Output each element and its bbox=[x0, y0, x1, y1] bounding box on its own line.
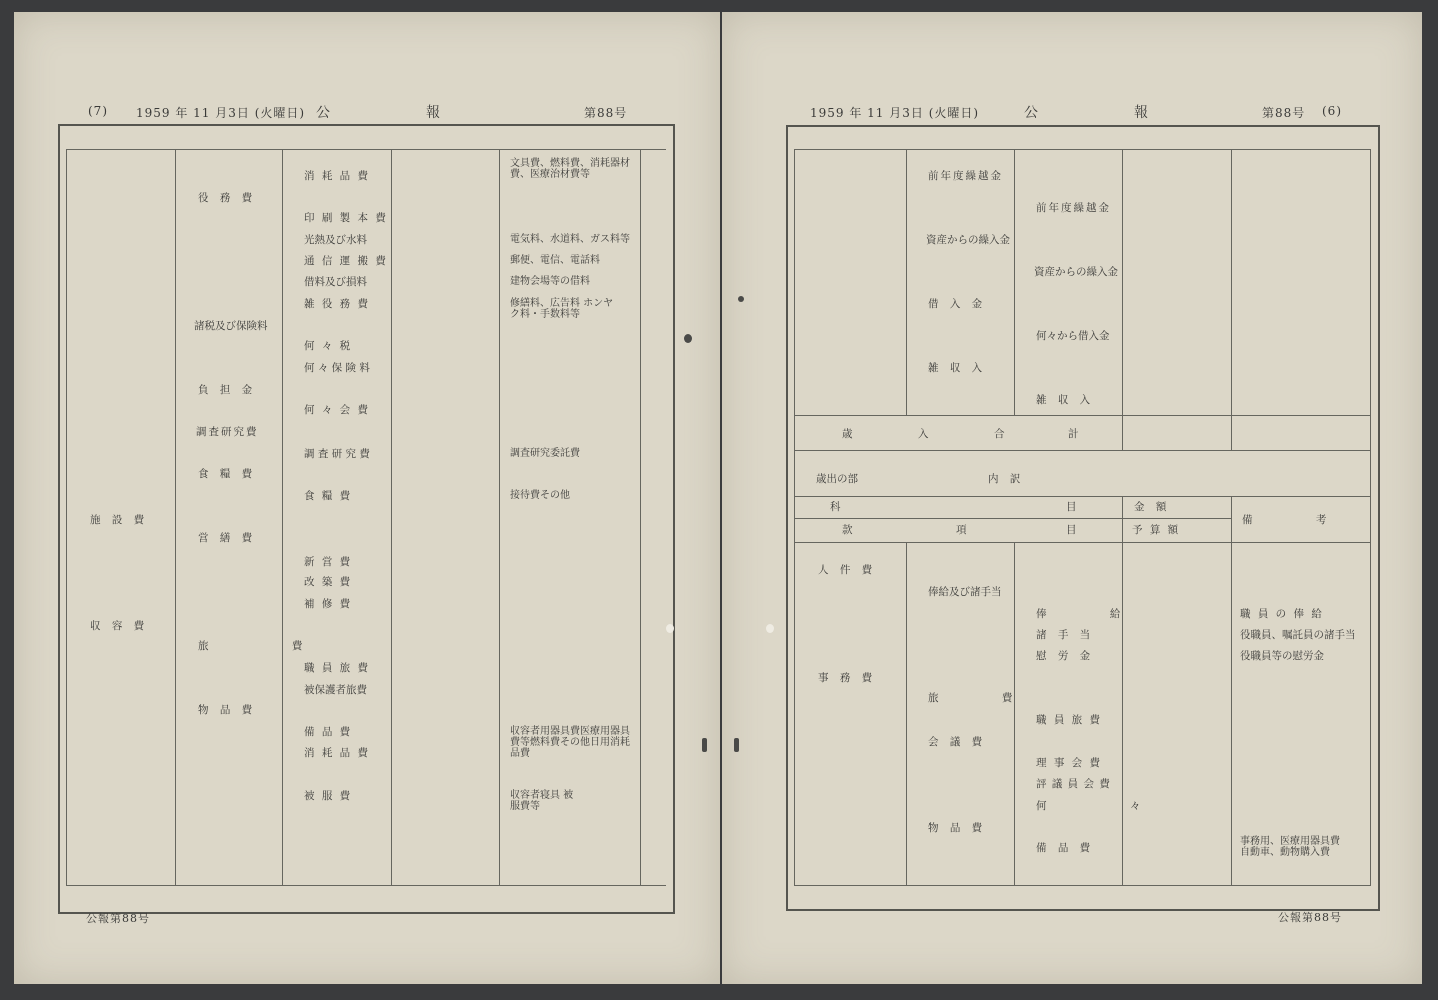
col3-item: 光熱及び水料 bbox=[304, 234, 367, 246]
moku-item: 諸 手 当 bbox=[1036, 629, 1095, 641]
left-header-title-b: 報 bbox=[426, 105, 441, 121]
income-moku: 雑 収 入 bbox=[1036, 394, 1095, 406]
binding-hole bbox=[702, 738, 707, 752]
income-moku: 資産からの繰入金 bbox=[1034, 266, 1118, 278]
kou-item: 会 議 費 bbox=[928, 736, 987, 748]
income-moku: 何々から借入金 bbox=[1036, 330, 1110, 342]
note: 建物会場等の借料 bbox=[510, 276, 590, 287]
left-header-page: (7) bbox=[88, 104, 108, 118]
income-kou: 資産からの繰入金 bbox=[926, 234, 1010, 246]
income-total-char: 歳 bbox=[842, 428, 853, 440]
bikou-item: 役職員、嘱託員の諸手当 bbox=[1240, 629, 1356, 641]
note: 電気料、水道料、ガス料等 bbox=[510, 234, 630, 245]
col3-item: 食 糧 費 bbox=[304, 490, 353, 502]
col3-item: 借料及び損料 bbox=[304, 276, 367, 288]
col1-item: 収 容 費 bbox=[90, 620, 149, 632]
head-yosan: 予 算 額 bbox=[1132, 524, 1181, 536]
col3-item: 何 々 税 bbox=[304, 340, 353, 352]
moku-item: 備 品 費 bbox=[1036, 842, 1095, 854]
col2-item: 旅 費 bbox=[198, 640, 343, 652]
bikou-item: 役職員等の慰労金 bbox=[1240, 650, 1324, 662]
binding-hole bbox=[738, 296, 744, 302]
moku-item: 理 事 会 費 bbox=[1036, 757, 1103, 769]
col3-item: 調 査 研 究 費 bbox=[304, 448, 370, 460]
col1-item: 施 設 費 bbox=[90, 514, 149, 526]
col2-item: 調査研究費 bbox=[196, 426, 259, 438]
head-kingaku: 金 額 bbox=[1134, 501, 1171, 513]
head-moku: 目 bbox=[1066, 501, 1077, 513]
head-kamoku: 科 bbox=[830, 501, 841, 513]
col3-item: 被 服 費 bbox=[304, 790, 353, 802]
left-bottom-rule bbox=[66, 885, 666, 886]
moku-item: 職 員 旅 費 bbox=[1036, 714, 1103, 726]
head-moku2: 目 bbox=[1066, 524, 1077, 536]
moku-item: 評 議 員 会 費 bbox=[1036, 778, 1111, 790]
income-total-char: 入 bbox=[918, 428, 929, 440]
right-header-title-a: 公 bbox=[1024, 105, 1039, 121]
kan-item: 人 件 費 bbox=[818, 564, 877, 576]
moku-item: 慰 労 金 bbox=[1036, 650, 1095, 662]
col3-item: 職 員 旅 費 bbox=[304, 662, 371, 674]
col3-item: 備 品 費 bbox=[304, 726, 353, 738]
head-kou: 項 bbox=[956, 524, 967, 536]
left-top-rule bbox=[66, 149, 666, 150]
col3-item: 新 営 費 bbox=[304, 556, 353, 568]
right-page bbox=[722, 12, 1422, 984]
right-header-date: 1959 年 11 月3日 (火曜日) bbox=[810, 106, 980, 120]
note: 収容者寝具 被服費等 bbox=[510, 790, 574, 812]
right-header-page: (6) bbox=[1322, 104, 1342, 118]
left-header-date: 1959 年 11 月3日 (火曜日) bbox=[136, 106, 306, 120]
income-total-char: 合 bbox=[994, 428, 1005, 440]
col3-item: 通 信 運 搬 費 bbox=[304, 255, 388, 267]
col3-item: 補 修 費 bbox=[304, 598, 353, 610]
col2-item: 諸税及び保険料 bbox=[194, 320, 268, 332]
col3-item: 被保護者旅費 bbox=[304, 684, 367, 696]
right-header-title-b: 報 bbox=[1134, 105, 1149, 121]
bikou-item: 職 員 の 俸 給 bbox=[1240, 608, 1324, 620]
expense-sub: 内 訳 bbox=[988, 473, 1025, 485]
income-moku: 前年度繰越金 bbox=[1036, 202, 1111, 214]
col2-item: 負 担 金 bbox=[198, 384, 257, 396]
left-header-issue: 第88号 bbox=[584, 106, 628, 120]
moku-item: 俸 給 bbox=[1036, 608, 1151, 620]
binding-hole bbox=[684, 334, 692, 343]
col3-item: 雑 役 務 費 bbox=[304, 298, 371, 310]
col3-item: 何 々 保 険 料 bbox=[304, 362, 370, 374]
note: 調査研究委託費 bbox=[510, 448, 580, 459]
col3-item: 改 築 費 bbox=[304, 576, 353, 588]
col2-item: 食 糧 費 bbox=[198, 468, 257, 480]
col3-item: 印 刷 製 本 費 bbox=[304, 212, 388, 224]
kan-item: 事 務 費 bbox=[818, 672, 877, 684]
bikou-item: 事務用、医療用器具費 自動車、動物購入費 bbox=[1240, 836, 1340, 858]
col3-item: 消 耗 品 費 bbox=[304, 170, 371, 182]
note: 修繕料、広告料 ホンヤク料・手数料等 bbox=[510, 298, 614, 320]
binding-hole bbox=[766, 624, 774, 633]
binding-hole bbox=[734, 738, 739, 752]
col2-item: 物 品 費 bbox=[198, 704, 257, 716]
left-header-title-a: 公 bbox=[316, 105, 331, 121]
col3-item: 何 々 会 費 bbox=[304, 404, 371, 416]
col2-item: 営 繕 費 bbox=[198, 532, 257, 544]
note: 収容者用器具費医療用器具費等燃料費その他日用消耗品費 bbox=[510, 726, 630, 759]
right-footer: 公報第88号 bbox=[1278, 911, 1342, 924]
col3-item: 消 耗 品 費 bbox=[304, 747, 371, 759]
income-total-char: 計 bbox=[1068, 428, 1079, 440]
head-bikou: 備 考 bbox=[1242, 514, 1357, 526]
income-kou: 雑 収 入 bbox=[928, 362, 987, 374]
kou-item: 俸給及び諸手当 bbox=[928, 586, 1002, 598]
col2-item: 役 務 費 bbox=[198, 192, 257, 204]
note: 接待費その他 bbox=[510, 490, 570, 501]
note: 郵便、電信、電話料 bbox=[510, 255, 600, 266]
left-page bbox=[14, 12, 720, 984]
note: 文具費、燃料費、消耗器材費、医療治材費等 bbox=[510, 158, 630, 180]
income-kou: 借 入 金 bbox=[928, 298, 987, 310]
moku-item: 何 々 bbox=[1036, 800, 1181, 812]
income-kou: 前年度繰越金 bbox=[928, 170, 1003, 182]
right-header-issue: 第88号 bbox=[1262, 106, 1306, 120]
expense-title: 歳出の部 bbox=[816, 473, 858, 485]
kou-item: 物 品 費 bbox=[928, 822, 987, 834]
left-footer: 公報第88号 bbox=[86, 912, 150, 925]
kou-item: 旅 費 bbox=[928, 692, 1043, 704]
head-kan: 款 bbox=[842, 524, 853, 536]
binding-hole bbox=[666, 624, 674, 633]
